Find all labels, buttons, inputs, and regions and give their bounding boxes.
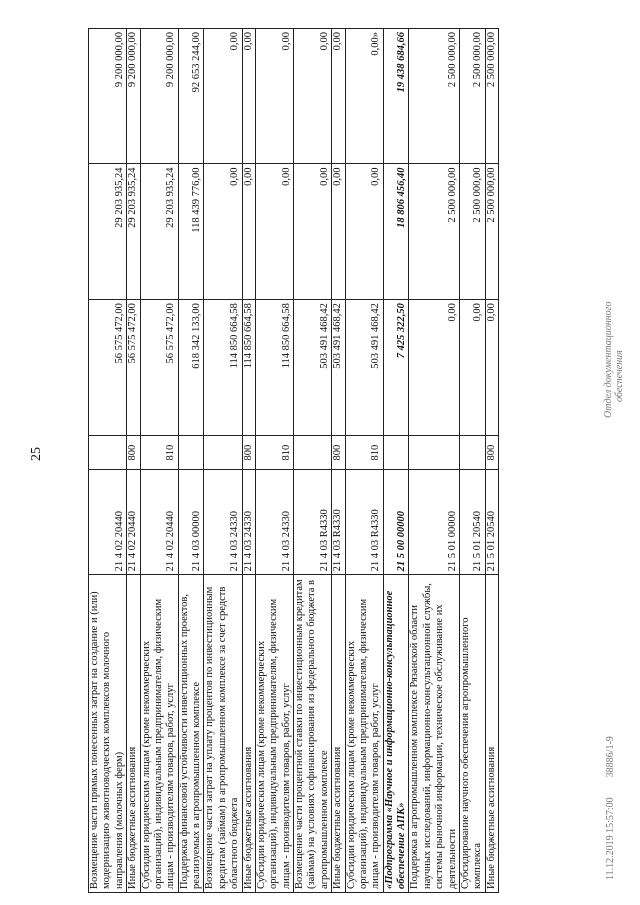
- row-value-2021: 0,00: [332, 29, 345, 164]
- row-csr-code: 21 5 00 00000: [383, 470, 409, 575]
- row-vr-code: 810: [255, 435, 293, 469]
- row-name: Иные бюджетные ассигнования: [242, 575, 255, 893]
- table-row: [178, 29, 204, 893]
- row-value-2019: 7 425 322,50: [383, 300, 409, 436]
- row-vr-code: [178, 435, 204, 469]
- table-row: [409, 29, 460, 893]
- row-vr-code: [459, 435, 485, 469]
- row-value-2020: 0,00: [242, 164, 255, 300]
- table-row: [127, 29, 140, 893]
- row-csr-code: 21 4 03 R4330: [332, 470, 345, 575]
- row-name: Возмещение части затрат на уплату процентов по инвестиционным кредитам (займам) в агропромышленном комплексе за счет средств областного бюджета: [204, 575, 242, 893]
- row-value-2021: 9 200 000,00: [127, 29, 140, 164]
- table-row: [204, 29, 242, 893]
- table-row: [140, 29, 178, 893]
- row-value-2021: 0,00: [204, 29, 242, 164]
- row-value-2019: 114 850 664,58: [204, 300, 242, 436]
- row-value-2020: 0,00: [345, 164, 383, 300]
- budget-table: [88, 28, 499, 893]
- row-value-2019: 503 491 468,42: [345, 300, 383, 436]
- table-row: [294, 29, 332, 893]
- row-vr-code: 800: [332, 435, 345, 469]
- row-name: Субсидии юридическим лицам (кроме некоммерческих организаций), индивидуальным предпринимателям, физическим лицам - производителям товаров, работ, услуг: [255, 575, 293, 893]
- row-value-2019: 56 575 472,00: [140, 300, 178, 436]
- row-value-2021: 9 200 000,00: [140, 29, 178, 164]
- row-csr-code: 21 4 03 24330: [204, 470, 242, 575]
- footer-datetime: 11.12.2019 15:57:00: [605, 797, 616, 880]
- row-csr-code: 21 5 01 00000: [409, 470, 460, 575]
- row-vr-code: 800: [127, 435, 140, 469]
- table-row: [345, 29, 383, 893]
- row-csr-code: 21 4 03 24330: [242, 470, 255, 575]
- row-name: Субсидирование научного обеспечения агропромышленного комплекса: [459, 575, 485, 893]
- row-csr-code: 21 4 03 00000: [178, 470, 204, 575]
- table-row: [485, 29, 498, 893]
- row-value-2020: 118 439 776,00: [178, 164, 204, 300]
- row-value-2021: 92 653 244,00: [178, 29, 204, 164]
- row-value-2019: 503 491 468,42: [332, 300, 345, 436]
- table-row: [383, 29, 409, 893]
- budget-table-rotated: [88, 28, 588, 893]
- row-vr-code: 810: [345, 435, 383, 469]
- row-csr-code: 21 4 03 R4330: [294, 470, 332, 575]
- row-value-2019: 0,00: [459, 300, 485, 436]
- row-name: Иные бюджетные ассигнования: [332, 575, 345, 893]
- row-value-2020: 0,00: [332, 164, 345, 300]
- row-value-2020: 29 203 935,24: [140, 164, 178, 300]
- row-value-2021: 0,00: [242, 29, 255, 164]
- budget-table-body: [89, 29, 499, 893]
- row-vr-code: [294, 435, 332, 469]
- row-value-2020: 2 500 000,00: [459, 164, 485, 300]
- row-vr-code: [89, 435, 127, 469]
- row-vr-code: 800: [242, 435, 255, 469]
- row-name: Поддержка финансовой устойчивости инвестиционных проектов, реализуемых в агропромышленном комплексе: [178, 575, 204, 893]
- footer-doc-id: 38886/1-9: [605, 736, 616, 778]
- table-row: [255, 29, 293, 893]
- row-value-2021: 0,00»: [345, 29, 383, 164]
- row-value-2021: 2 500 000,00: [409, 29, 460, 164]
- row-name: Поддержка в агропромышленном комплексе Рязанской области научных исследований, информационно-консультационной службы, системы рыночной информации, техническое обслуживание их деятельности: [409, 575, 460, 893]
- row-vr-code: [409, 435, 460, 469]
- footer-line: [605, 736, 616, 880]
- row-value-2021: 2 500 000,00: [485, 29, 498, 164]
- row-value-2020: 0,00: [255, 164, 293, 300]
- row-value-2019: 0,00: [485, 300, 498, 436]
- row-value-2020: 0,00: [294, 164, 332, 300]
- row-value-2019: 503 491 468,42: [294, 300, 332, 436]
- row-value-2019: 114 850 664,58: [255, 300, 293, 436]
- row-name: Возмещение части процентной ставки по инвестиционным кредитам (займам) на условиях софинансирования из федерального бюджета в агропромышленном комплексе: [294, 575, 332, 893]
- row-value-2019: 114 850 664,58: [242, 300, 255, 436]
- row-vr-code: 810: [140, 435, 178, 469]
- row-name: Иные бюджетные ассигнования: [127, 575, 140, 893]
- row-name: Субсидии юридическим лицам (кроме некоммерческих организаций), индивидуальным предпринимателям, физическим лицам - производителям товаров, работ, услуг: [140, 575, 178, 893]
- row-vr-code: 800: [485, 435, 498, 469]
- table-row: [89, 29, 127, 893]
- row-value-2020: 29 203 935,24: [89, 164, 127, 300]
- stamp-text-line-2: обеспечения: [614, 350, 625, 402]
- row-vr-code: [204, 435, 242, 469]
- row-value-2019: 56 575 472,00: [89, 300, 127, 436]
- row-value-2020: 0,00: [204, 164, 242, 300]
- row-value-2019: 618 342 133,00: [178, 300, 204, 436]
- row-value-2020: 2 500 000,00: [409, 164, 460, 300]
- row-value-2021: 0,00: [255, 29, 293, 164]
- row-name: Иные бюджетные ассигнования: [485, 575, 498, 893]
- row-value-2021: 2 500 000,00: [459, 29, 485, 164]
- row-value-2019: 0,00: [409, 300, 460, 436]
- row-csr-code: 21 4 03 R4330: [345, 470, 383, 575]
- row-name: «Подпрограмма «Научное и информационно-консультационное обеспечение АПК»: [383, 575, 409, 893]
- row-csr-code: 21 5 01 20540: [459, 470, 485, 575]
- table-row: [332, 29, 345, 893]
- row-csr-code: 21 4 02 20440: [127, 470, 140, 575]
- row-value-2019: 56 575 472,00: [127, 300, 140, 436]
- row-value-2020: 2 500 000,00: [485, 164, 498, 300]
- row-value-2021: 0,00: [294, 29, 332, 164]
- row-csr-code: 21 4 02 20440: [140, 470, 178, 575]
- table-row: [459, 29, 485, 893]
- row-csr-code: 21 5 01 20540: [485, 470, 498, 575]
- row-value-2020: 18 806 456,40: [383, 164, 409, 300]
- row-name: Возмещение части прямых понесенных затрат на создание и (или) модернизацию животноводческих комплексов молочного направления (молочных ферм): [89, 575, 127, 893]
- row-value-2021: 9 200 000,00: [89, 29, 127, 164]
- table-row: [242, 29, 255, 893]
- office-stamp: [603, 301, 625, 418]
- row-value-2020: 29 203 935,24: [127, 164, 140, 300]
- row-csr-code: 21 4 03 24330: [255, 470, 293, 575]
- row-name: Субсидии юридическим лицам (кроме некоммерческих организаций), индивидуальным предпринимателям, физическим лицам - производителям товаров, работ, услуг: [345, 575, 383, 893]
- page-number: 25: [29, 447, 44, 461]
- row-value-2021: 19 438 684,66: [383, 29, 409, 164]
- stamp-text-line-1: Отдел документационного: [603, 301, 614, 418]
- row-vr-code: [383, 435, 409, 469]
- row-csr-code: 21 4 02 20440: [89, 470, 127, 575]
